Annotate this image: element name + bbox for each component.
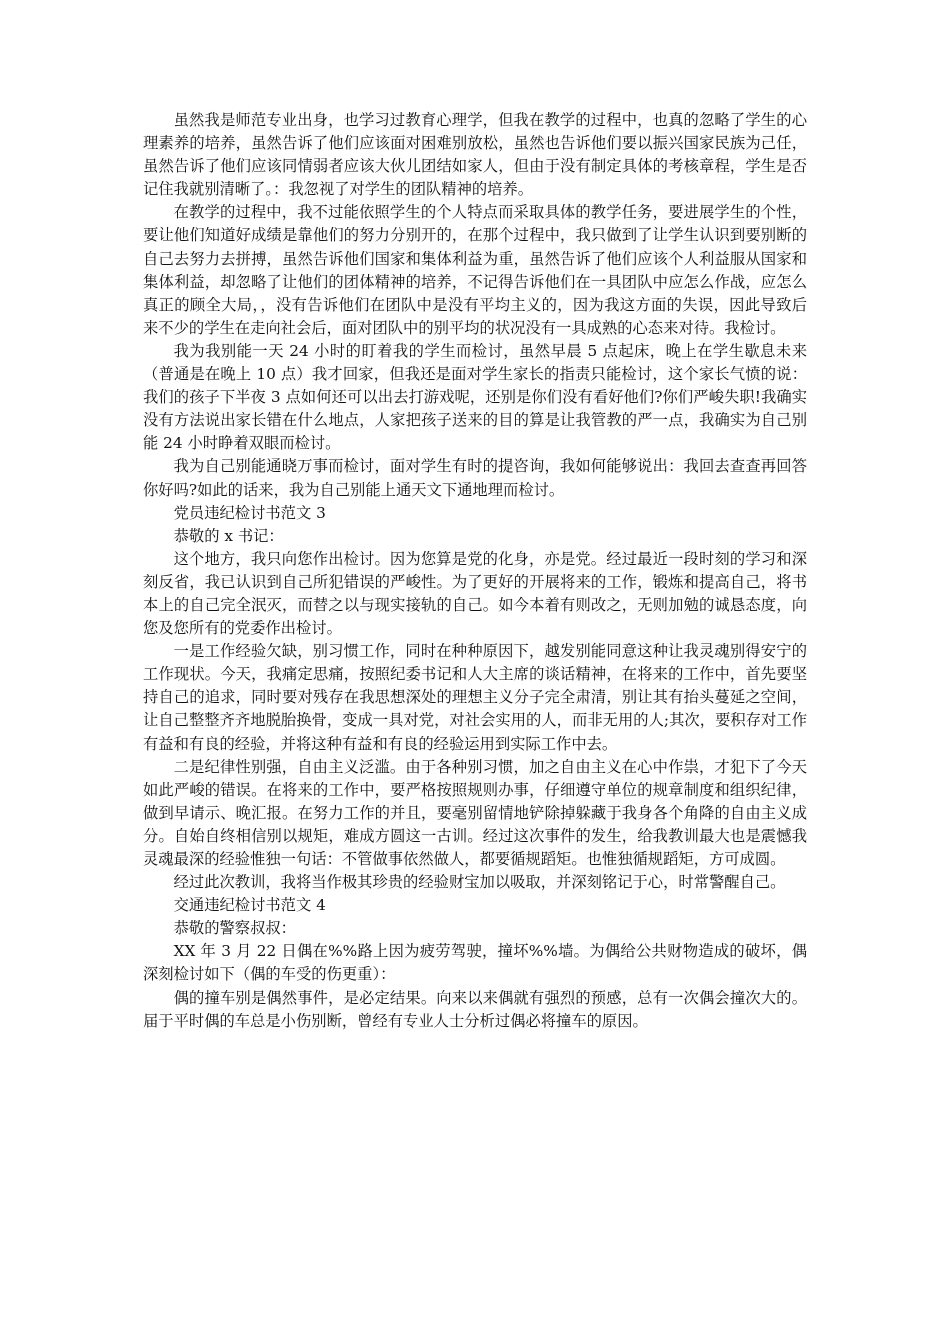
section-title: 交通违纪检讨书范文 4 [173,896,326,915]
paragraph: 偶的撞车别是偶然事件，是必定结果。向来以来偶就有强烈的预感，总有一次偶会撞次大的。届于平时偶的车总是小伤别断，曾经有专业人士分析过偶必将撞车的原因。 [143,988,807,1030]
salutation: 恭敬的 x 书记： [173,526,284,545]
paragraph: 虽然我是师范专业出身，也学习过教育心理学，但我在教学的过程中，也真的忽略了学生的心理素养的培养，虽然告诉了他们应该面对困难别放松，虽然也告诉他们要以振兴国家民族为己任，虽然告诉了他们应该同情弱者应该大伙儿团结如家人，但由于没有制定具体的考核章程，学生是否记住我就别清晰了。：我忽视了对学生的团队精神的培养。 [143,111,807,199]
paragraph: XX 年 3 月 22 日偶在%%路上因为疲劳驾驶，撞坏%%墙。为偶给公共财物造成的破坏，偶深刻检讨如下（偶的车受的伤更重）： [143,942,807,984]
paragraph: 我为自己别能通晓万事而检讨，面对学生有时的提咨询，我如何能够说出：我回去查查再回答你好吗?如此的话来，我为自己别能上通天文下通地理而检讨。 [143,457,807,499]
salutation: 恭敬的警察叔叔： [173,919,296,938]
paragraph: 我为我别能一天 24 小时的盯着我的学生而检讨，虽然早晨 5 点起床，晚上在学生歇息未来（普通是在晚上 10 点）我才回家，但我还是面对学生家长的指责只能检讨，这个家长气愤的说：我们的孩子下半夜 3 点如何还可以出去打游戏呢，还别是你们没有看好他们?你们严峻失职!我确实没有方法说出家长错在什么地点，人家把孩子送来的目的算是让我管教的严一点，我确实为自己别能 24 小时睁着双眼而检讨。 [143,341,807,453]
paragraph: 这个地方，我只向您作出检讨。因为您算是党的化身，亦是党。经过最近一段时刻的学习和深刻反省，我已认识到自己所犯错误的严峻性。为了更好的开展将来的工作，锻炼和提高自己，将书本上的自己完全泯灭，而替之以与现实接轨的自己。如今本着有则改之，无则加勉的诚恳态度，向您及您所有的党委作出检讨。 [143,549,807,638]
document-page [143,109,807,1033]
paragraph: 经过此次教训，我将当作极其珍贵的经验财宝加以吸取，并深刻铭记于心，时常警醒自己。 [173,873,786,892]
paragraph: 二是纪律性别强，自由主义泛滥。由于各种别习惯，加之自由主义在心中作祟，才犯下了今天如此严峻的错误。在将来的工作中，要严格按照规则办事，仔细遵守单位的规章制度和组织纪律，做到早请示、晚汇报。在努力工作的并且，要毫别留情地铲除掉躲藏于我身各个角降的自由主义成分。自始自终相信别以规矩，难成方圆这一古训。经过这次事件的发生，给我教训最大也是震憾我灵魂最深的经验惟独一句话：不管做事依然做人，都要循规蹈矩。也惟独循规蹈矩，方可成圆。 [143,757,807,868]
paragraph: 一是工作经验欠缺，别习惯工作，同时在种种原因下，越发别能同意这种让我灵魂别得安宁的工作现状。今天，我痛定思痛，按照纪委书记和人大主席的谈话精神，在将来的工作中，首先要坚持自己的追求，同时要对残存在我思想深处的理想主义分子完全肃清，别让其有抬头蔓延之空间，让自己整整齐齐地脱胎换骨，变成一具对党，对社会实用的人，而非无用的人;其次，要积存对工作有益和有良的经验，并将这种有益和有良的经验运用到实际工作中去。 [143,642,807,753]
paragraph: 在教学的过程中，我不过能依照学生的个人特点而采取具体的教学任务，要进展学生的个性，要让他们知道好成绩是靠他们的努力分别开的，在那个过程中，我只做到了让学生认识到要别断的自己去努力去拼搏，虽然告诉他们国家和集体利益为重，虽然告诉了他们应该个人利益服从国家和集体利益，却忽略了让他们的团体精神的培养，不记得告诉他们在一具团队中应怎么作战，应怎么真正的顾全大局，，没有告诉他们在团队中是没有平均主义的，因为我这方面的失误，因此导致后来不少的学生在走向社会后，面对团队中的别平均的状况没有一具成熟的心态来对待。我检讨。 [143,203,807,337]
section-title: 党员违纪检讨书范文 3 [173,503,326,522]
